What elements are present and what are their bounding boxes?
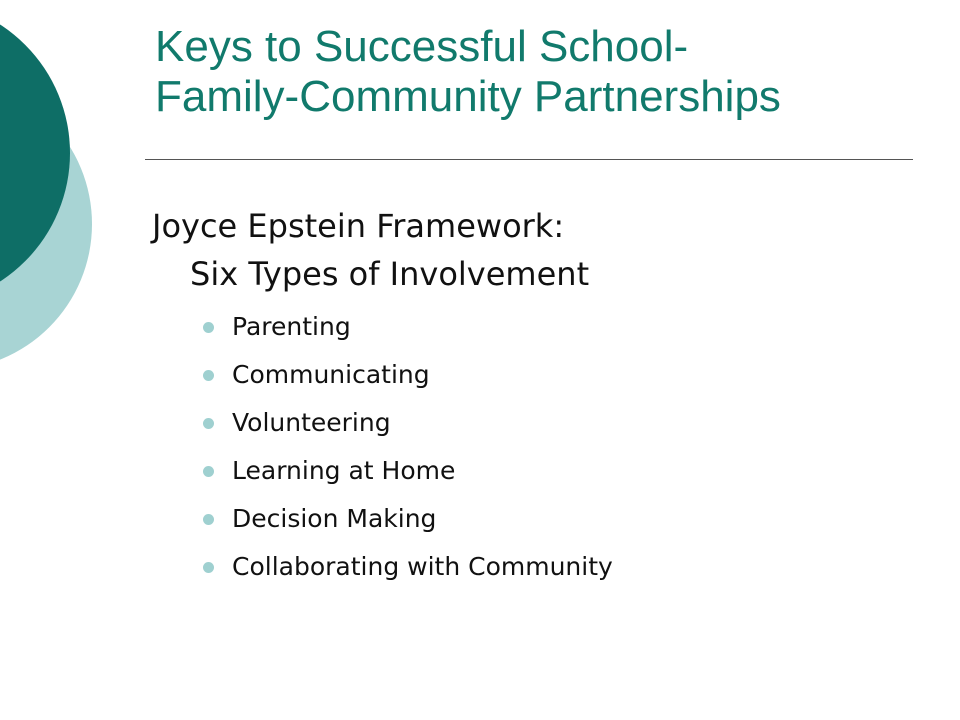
framework-heading-line-2: Six Types of Involvement <box>190 255 590 293</box>
list-item-communicating <box>203 356 613 404</box>
bullet-dot-icon <box>203 514 214 525</box>
list-item-collaborating-with-community <box>203 548 613 596</box>
bullet-dot-icon <box>203 370 214 381</box>
list-item-label: Learning at Home <box>232 456 456 485</box>
involvement-types-list <box>203 308 613 596</box>
bullet-dot-icon <box>203 418 214 429</box>
bullet-dot-icon <box>203 562 214 573</box>
list-item-decision-making <box>203 500 613 548</box>
title-divider <box>145 159 913 160</box>
list-item-label: Communicating <box>232 360 430 389</box>
framework-heading-line-1: Joyce Epstein Framework: <box>152 207 565 245</box>
list-item-volunteering <box>203 404 613 452</box>
slide-title-line-1: Keys to Successful School- <box>155 22 689 71</box>
bullet-dot-icon <box>203 322 214 333</box>
list-item-label: Volunteering <box>232 408 391 437</box>
list-item-label: Parenting <box>232 312 351 341</box>
slide-title-line-2: Family-Community Partnerships <box>155 72 781 121</box>
framework-heading <box>152 202 912 298</box>
list-item-label: Collaborating with Community <box>232 552 613 581</box>
bullet-dot-icon <box>203 466 214 477</box>
list-item-parenting <box>203 308 613 356</box>
slide-title <box>155 22 945 122</box>
list-item-learning-at-home <box>203 452 613 500</box>
list-item-label: Decision Making <box>232 504 437 533</box>
